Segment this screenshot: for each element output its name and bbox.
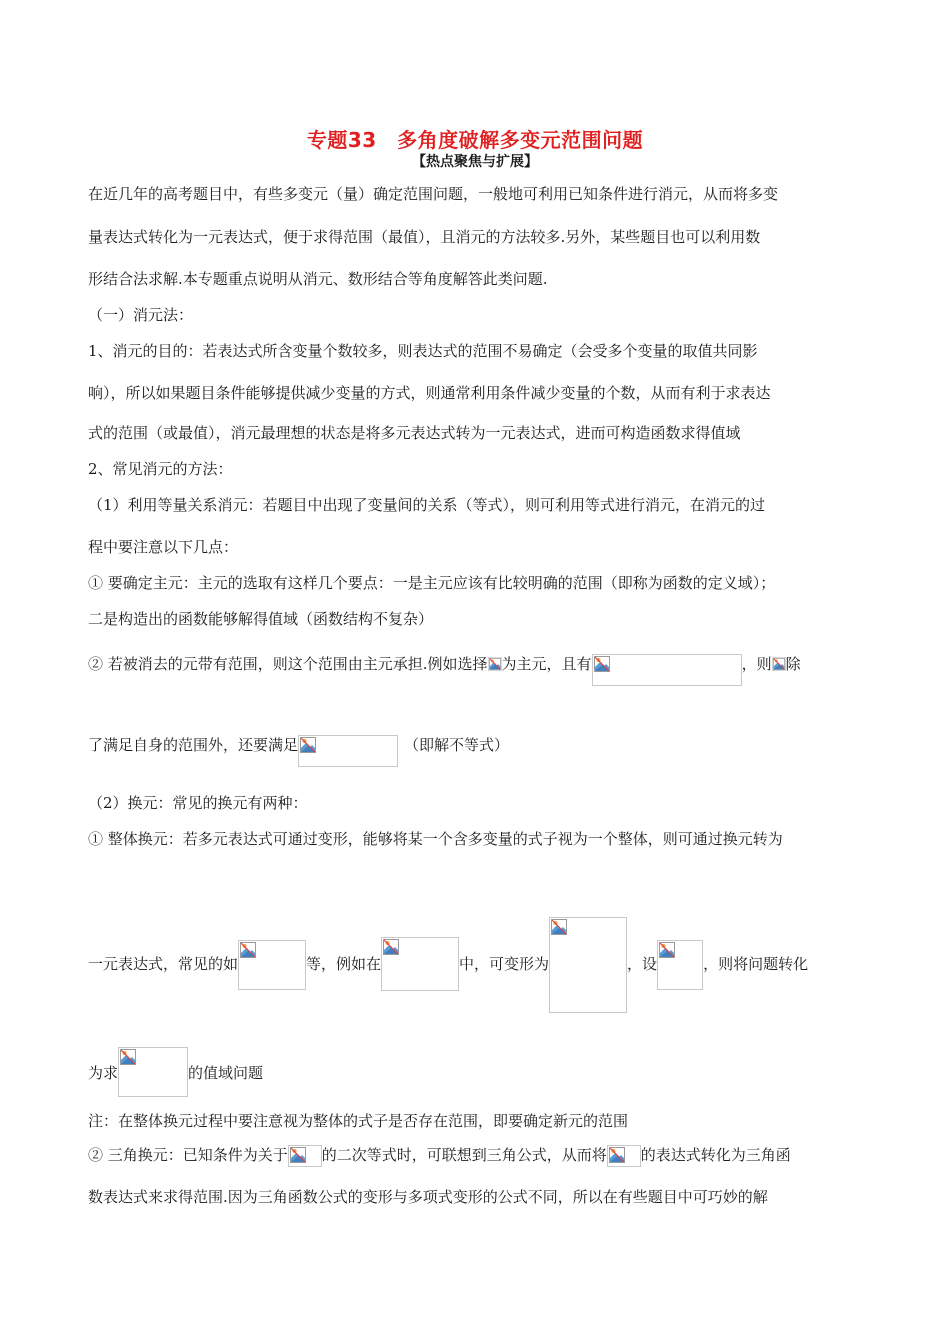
section-heading: （一）消元法： [88,306,194,324]
text-segment: 中，可变形为 [459,955,550,973]
broken-image-icon [594,656,610,672]
para-line [88,735,509,767]
para-line: 式的范围（或最值），消元最理想的状态是将多元表达式转为一元表达式，进而可构造函数求得值域 [88,424,741,442]
text-segment: 为求 [88,1064,119,1082]
text-segment: ，则 [741,655,772,673]
para-line: ① 整体换元：若多元表达式可通过变形，能够将某一个含多变量的式子视为一个整体，则可通过换元转为 [88,830,783,848]
text-segment: 的值域问题 [188,1064,264,1082]
para-line: 响），所以如果题目条件能够提供减少变量的方式，则通常利用条件减少变量的个数，从而有利于求表达 [88,384,771,402]
text-segment: 一元表达式，常见的如 [88,955,239,973]
text-segment: 的二次等式时，可联想到三角公式，从而将 [321,1146,607,1164]
text-segment: ② 若被消去的元带有范围，则这个范围由主元承担.例如选择 [88,655,488,673]
formula-image [549,917,627,1013]
text-segment: 除 [785,655,801,673]
broken-image-icon [609,1147,625,1163]
formula-image [592,654,742,686]
para-line: 2、常见消元的方法： [88,460,233,478]
para-line: ① 要确定主元：主元的选取有这样几个要点：一是主元应该有比较明确的范围（即称为函数的定义域）； [88,574,776,592]
text-segment: ② 三角换元：已知条件为关于 [88,1146,288,1164]
broken-image-icon [551,919,567,935]
formula-image [381,937,459,991]
broken-image-icon [383,939,399,955]
text-segment: ，设 [627,955,658,973]
text-segment: （即解不等式） [404,736,510,754]
para-line: （1）利用等量关系消元：若题目中出现了变量间的关系（等式），则可利用等式进行消元，在消元的过 [88,496,766,514]
formula-image [288,1145,322,1167]
broken-image-icon [659,942,675,958]
broken-image-icon [290,1147,306,1163]
formula-image [118,1047,188,1097]
broken-image-icon [300,737,316,753]
intro-line-1: 在近几年的高考题目中，有些多变元（量）确定范围问题，一般地可利用已知条件进行消元，从而将多变 [88,185,779,203]
broken-image-icon [772,657,786,671]
para-line [88,1047,263,1097]
para-line: 程中要注意以下几点： [88,538,239,556]
text-segment: 为主元，且有 [501,655,592,673]
para-line [88,917,808,1013]
page-subtitle: 【热点聚焦与扩展】 [412,154,538,170]
para-line [88,1145,791,1167]
broken-image-icon [488,657,502,671]
formula-image [607,1145,641,1167]
text-segment: 了满足自身的范围外，还要满足 [88,736,299,754]
text-segment: 等，例如在 [306,955,382,973]
broken-image-icon [240,942,256,958]
para-line: 1、消元的目的：若表达式所含变量个数较多，则表达式的范围不易确定（会受多个变量的取值共同影 [88,342,758,360]
para-line: （2）换元：常见的换元有两种： [88,794,308,812]
page-title: 专题33 多角度破解多变元范围问题 [306,128,644,152]
para-line: 数表达式来求得范围.因为三角函数公式的变形与多项式变形的公式不同，所以在有些题目中可巧妙的解 [88,1188,768,1206]
note-line: 注：在整体换元过程中要注意视为整体的式子是否存在范围，即要确定新元的范围 [88,1112,629,1130]
para-line: 二是构造出的函数能够解得值域（函数结构不复杂） [88,610,434,628]
formula-image [238,940,306,990]
intro-line-3: 形结合法求解.本专题重点说明从消元、数形结合等角度解答此类问题. [88,270,548,288]
broken-image-icon [120,1049,136,1065]
text-segment: ，则将问题转化 [703,955,809,973]
para-line [88,654,801,686]
text-segment: 的表达式转化为三角函 [640,1146,791,1164]
formula-image [298,735,398,767]
formula-image [657,940,703,990]
intro-line-2: 量表达式转化为一元表达式，便于求得范围（最值），且消元的方法较多.另外，某些题目也可以利用数 [88,228,761,246]
